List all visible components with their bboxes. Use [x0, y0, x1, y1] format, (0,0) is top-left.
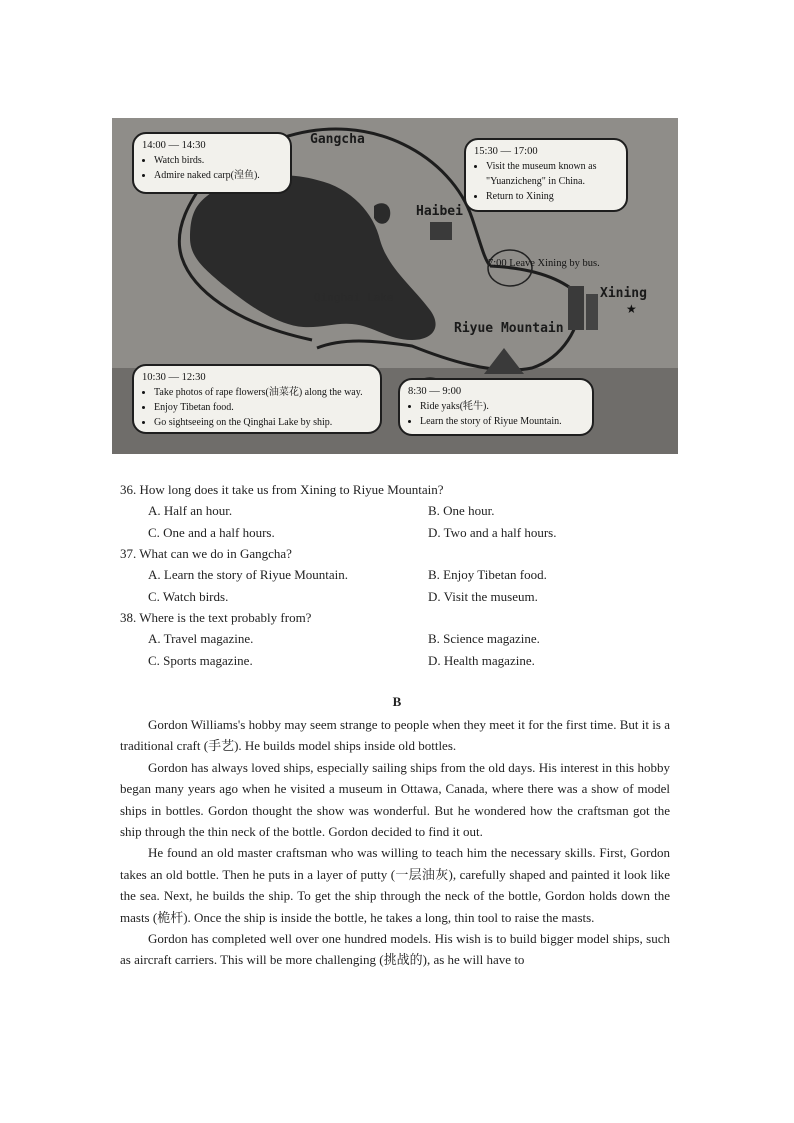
qinghai-lake-shape [190, 175, 436, 340]
question-37-option-b[interactable]: B. Enjoy Tibetan food. [428, 567, 547, 582]
question-36-option-b[interactable]: B. One hour. [428, 503, 495, 518]
question-38-option-c[interactable]: C. Sports magazine. [148, 653, 253, 668]
passage-paragraph: Gordon has always loved ships, especially sailing ships from the old days. His interest in this hobby began many years ago when he visited a museum in Ottawa, Canada, where there was a show of model ships in bottles. Gordon thought the show was wonderful. But he wondered how the craftsman got the ship through the thin neck of the bottle. Gordon decided to find it out. [120, 759, 670, 840]
bubble-item: • Admire naked carp(湟鱼). [154, 168, 282, 183]
passage-paragraph: Gordon Williams's hobby may seem strange to people when they meet it for the first time. But it is a traditional craft (手艺). He builds model ships inside old bottles. [120, 717, 670, 754]
bubble-time: 15:30 — 17:00 [474, 146, 538, 157]
section-heading: B [392, 694, 402, 709]
bubble-item: • Return to Xining [486, 189, 618, 204]
capital-star-icon: ★ [626, 302, 637, 316]
passage-paragraph: He found an old master craftsman who was willing to teach him the necessary skills. First, Gordon takes an old bottle. Then he puts in a layer of putty (一层油灰), carefully shaped and painted it look like the sea. Next, he builds the ship. To get the ship through the neck of the bottle, Gordon holds down the masts (桅杆). Once the ship is inside the bottle, he takes a long, thin tool to raise the masts. [120, 845, 670, 925]
question-38-option-a[interactable]: A. Travel magazine. [148, 631, 254, 646]
place-riyue-mountain: Riyue Mountain [454, 321, 564, 336]
question-36-stem: 36. How long does it take us from Xining to Riyue Mountain? [120, 482, 444, 497]
place-qinghai-lake: Qinghai Lake [314, 291, 394, 304]
bubble-item: • Enjoy Tibetan food. [154, 400, 372, 415]
gangcha-schedule-bubble [132, 132, 292, 194]
reading-passage [120, 714, 670, 971]
bubble-time: 14:00 — 14:30 [142, 140, 206, 151]
bubble-time: 8:30 — 9:00 [408, 386, 462, 397]
question-36-option-d[interactable]: D. Two and a half hours. [428, 525, 557, 540]
riyue-schedule-bubble [398, 378, 594, 436]
haibei-building [430, 222, 452, 240]
departure-note: 7:00 Leave Xining by bus. [488, 258, 600, 269]
question-38-stem: 38. Where is the text probably from? [120, 610, 312, 625]
bubble-item: • Take photos of rape flowers(油菜花) along the way. [154, 385, 372, 400]
island-shape [374, 203, 390, 224]
question-38-option-d[interactable]: D. Health magazine. [428, 653, 535, 668]
xining-building [586, 294, 598, 330]
passage-paragraph: Gordon has completed well over one hundred models. His wish is to build bigger model ships, such as aircraft carriers. This will be more challenging (挑战的), as he will have to [120, 931, 670, 968]
bubble-item: • Watch birds. [154, 153, 282, 168]
question-36-option-c[interactable]: C. One and a half hours. [148, 525, 275, 540]
bubble-item: • Learn the story of Riyue Mountain. [420, 414, 584, 429]
bubble-item: • Go sightseeing on the Qinghai Lake by ship. [154, 415, 372, 430]
xining-building [568, 286, 584, 330]
question-37-option-d[interactable]: D. Visit the museum. [428, 589, 538, 604]
question-37-stem: 37. What can we do in Gangcha? [120, 546, 292, 561]
bubble-time: 10:30 — 12:30 [142, 372, 206, 383]
place-gangcha: Gangcha [310, 132, 365, 147]
question-37-option-c[interactable]: C. Watch birds. [148, 589, 229, 604]
place-haibei: Haibei [416, 204, 463, 219]
question-38-option-b[interactable]: B. Science magazine. [428, 631, 540, 646]
lake-schedule-bubble [132, 364, 382, 434]
question-36-option-a[interactable]: A. Half an hour. [148, 503, 233, 518]
place-xining: Xining [600, 286, 647, 301]
question-37-option-a[interactable]: A. Learn the story of Riyue Mountain. [148, 567, 349, 582]
route-map [112, 118, 678, 454]
bubble-item: • Ride yaks(牦牛). [420, 399, 584, 414]
bubble-item: • Visit the museum known as "Yuanzicheng" in China. [486, 159, 618, 189]
riyue-temple [484, 348, 524, 374]
haibei-schedule-bubble [464, 138, 628, 212]
